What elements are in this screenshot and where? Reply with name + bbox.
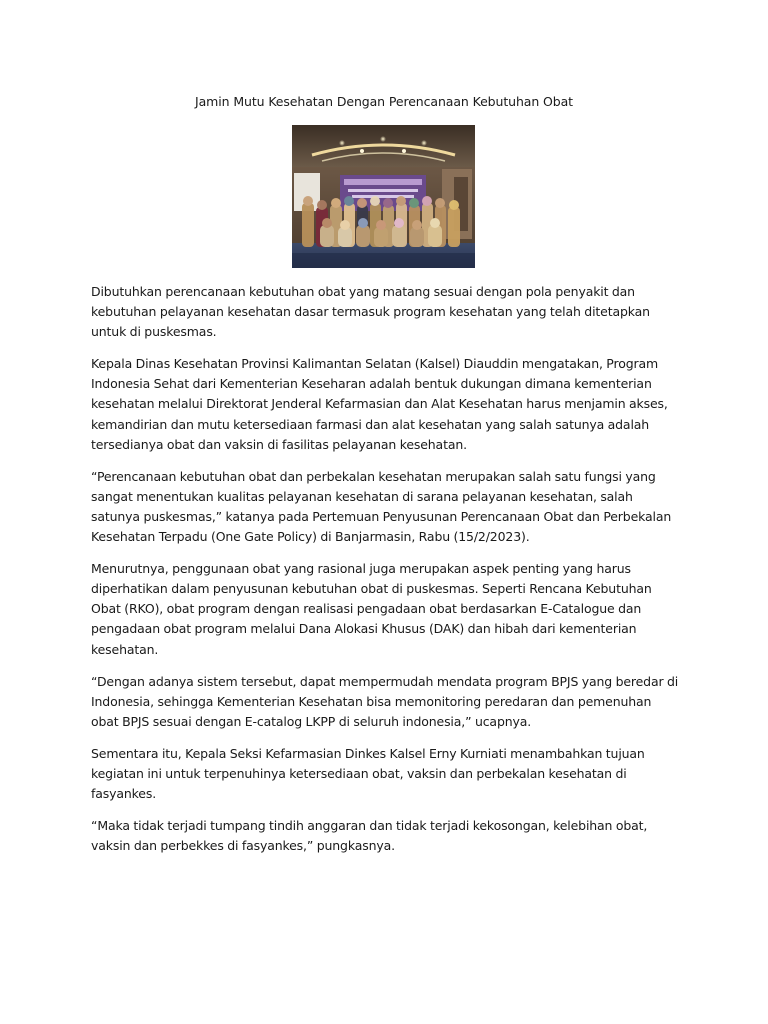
paragraph: “Maka tidak terjadi tumpang tindih anggaran dan tidak terjadi kekosongan, kelebihan obat, vaksin dan perbekkes di fasyankes,” pungkasnya. [91,818,648,854]
paragraph: “Perencanaan kebutuhan obat dan perbekalan kesehatan merupakan salah satu fungsi yang sangat menentukan kualitas pelayanan kesehatan di sarana pelayanan kesehatan, salah satunya puskesmas,” katanya pada Pertemuan Penyusunan Perencanaan Obat dan Perbekalan Kesehatan Terpadu (One Gate Policy) di Banjarmasin, Rabu (15/2/2023). [91,468,672,545]
paragraph: Menurutnya, penggunaan obat yang rasional juga merupakan aspek penting yang harus diperhatikan dalam penyusunan kebutuhan obat di puskesmas. Seperti Rencana Kebutuhan Obat (RKO), obat program dengan realisasi pengadaan obat berdasarkan E-Catalogue dan pengadaan obat program melalui Dana Alokasi Khusus (DAK) dan hibah dari kementerian kesehatan. [91,561,652,657]
paragraph: Dibutuhkan perencanaan kebutuhan obat yang matang sesuai dengan pola penyakit dan kebutuhan pelayanan kesehatan dasar termasuk program kesehatan yang telah ditetapkan untuk di puskesmas. [91,284,650,340]
article-body [91,282,681,868]
document-title: Jamin Mutu Kesehatan Dengan Perencanaan Kebutuhan Obat [195,94,573,109]
paragraph: Sementara itu, Kepala Seksi Kefarmasian Dinkes Kalsel Erny Kurniati menambahkan tujuan kegiatan ini untuk terpenuhinya ketersediaan obat, vaksin dan perbekalan kesehatan di fasyankes. [91,745,645,802]
paragraph: “Dengan adanya sistem tersebut, dapat mempermudah mendata program BPJS yang beredar di Indonesia, sehingga Kementerian Kesehatan bisa memonitoring peredaran dan pemenuhan obat BPJS sesuai dengan E-catalog LKPP di seluruh indonesia,” ucapnya. [91,673,679,729]
paragraph: Kepala Dinas Kesehatan Provinsi Kalimantan Selatan (Kalsel) Diauddin mengatakan, Program Indonesia Sehat dari Kementerian Keseharan adalah bentuk dukungan dimana kementerian kesehatan melalui Direktorat Jenderal Kefarmasian dan Alat Kesehatan harus menjamin akses, kemandirian dan mutu ketersediaan farmasi dan alat kesehatan yang salah satunya adalah tersedianya obat dan vaksin di fasilitas pelayanan kesehatan. [91,356,668,452]
group-photo-image [292,125,475,268]
